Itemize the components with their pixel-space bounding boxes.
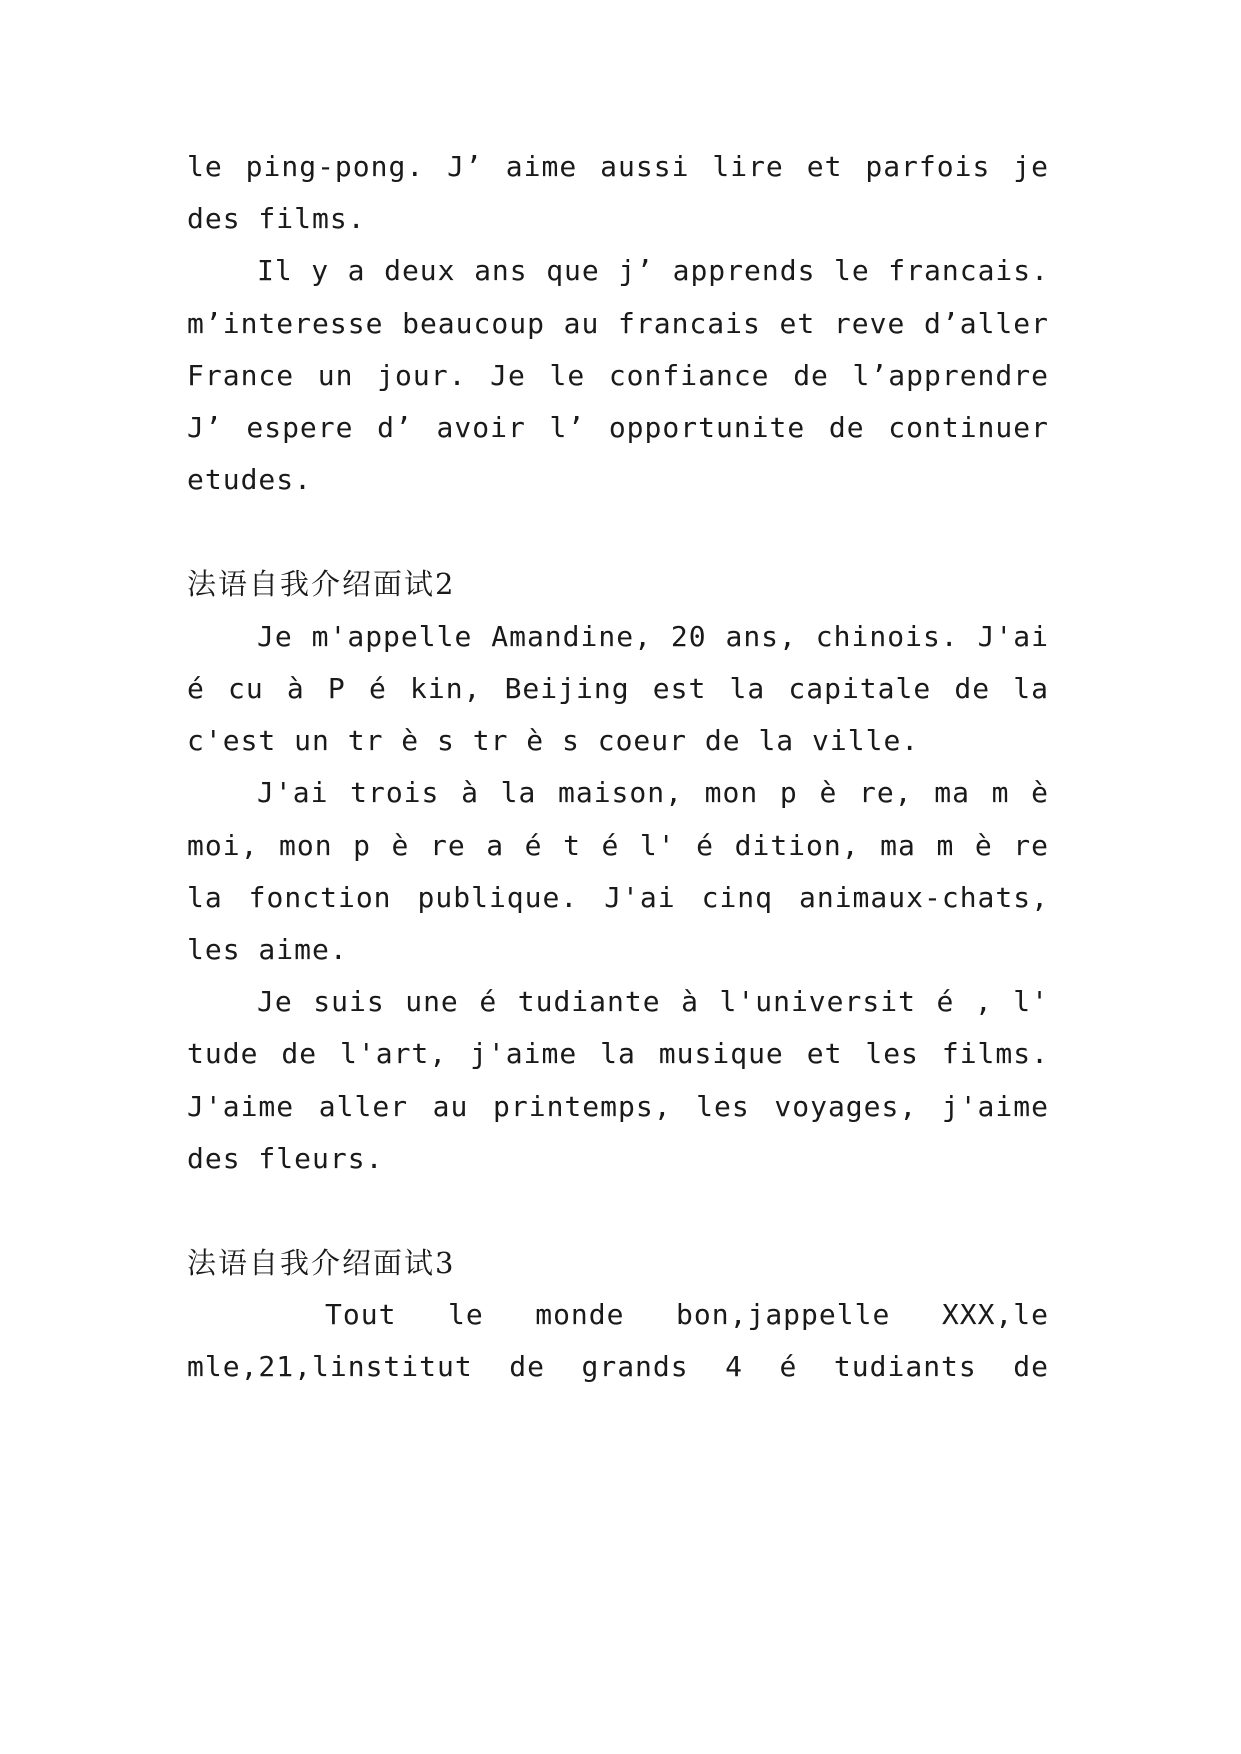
text-line: Tout le monde bon,jappelle XXX,le [325,1298,1049,1331]
text-line: J'aime aller au printemps, les voyages, j'aime [187,1090,1049,1123]
text-line: mle,21,linstitut de grands 4 é tudiants de [187,1350,1049,1383]
text-line: J’ espere d’ avoir l’ opportunite de continuer [187,411,1049,444]
text-line: etudes. [187,463,313,496]
text-line: les aime. [187,933,348,966]
text-line: Je suis une é tudiante à l'universit é , l' [257,985,1049,1018]
text-line: moi, mon p è re a é t é l' é dition, ma m è re [187,829,1049,862]
text-line: la fonction publique. J'ai cinq animaux-chats, [187,881,1049,914]
text-line: J'ai trois à la maison, mon p è re, ma m è [257,776,1049,809]
text-line: des films. [187,202,366,235]
text-line: Je m'appelle Amandine, 20 ans, chinois. J'ai [257,620,1049,653]
text-line: c'est un tr è s tr è s coeur de la ville. [187,724,920,757]
section-heading: 法语自我介绍面试2 [187,567,456,601]
text-line: France un jour. Je le confiance de l’apprendre [187,359,1049,392]
text-line: tude de l'art, j'aime la musique et les films. [187,1037,1049,1070]
text-line: des fleurs. [187,1142,384,1175]
text-line: le ping-pong. J’ aime aussi lire et parfois je [187,150,1049,183]
section-heading: 法语自我介绍面试3 [187,1246,456,1280]
text-line: m’interesse beaucoup au francais et reve d’aller [187,307,1049,340]
text-line: Il y a deux ans que j’ apprends le francais. [257,254,1049,287]
text-line: é cu à P é kin, Beijing est la capitale de la [187,672,1049,705]
